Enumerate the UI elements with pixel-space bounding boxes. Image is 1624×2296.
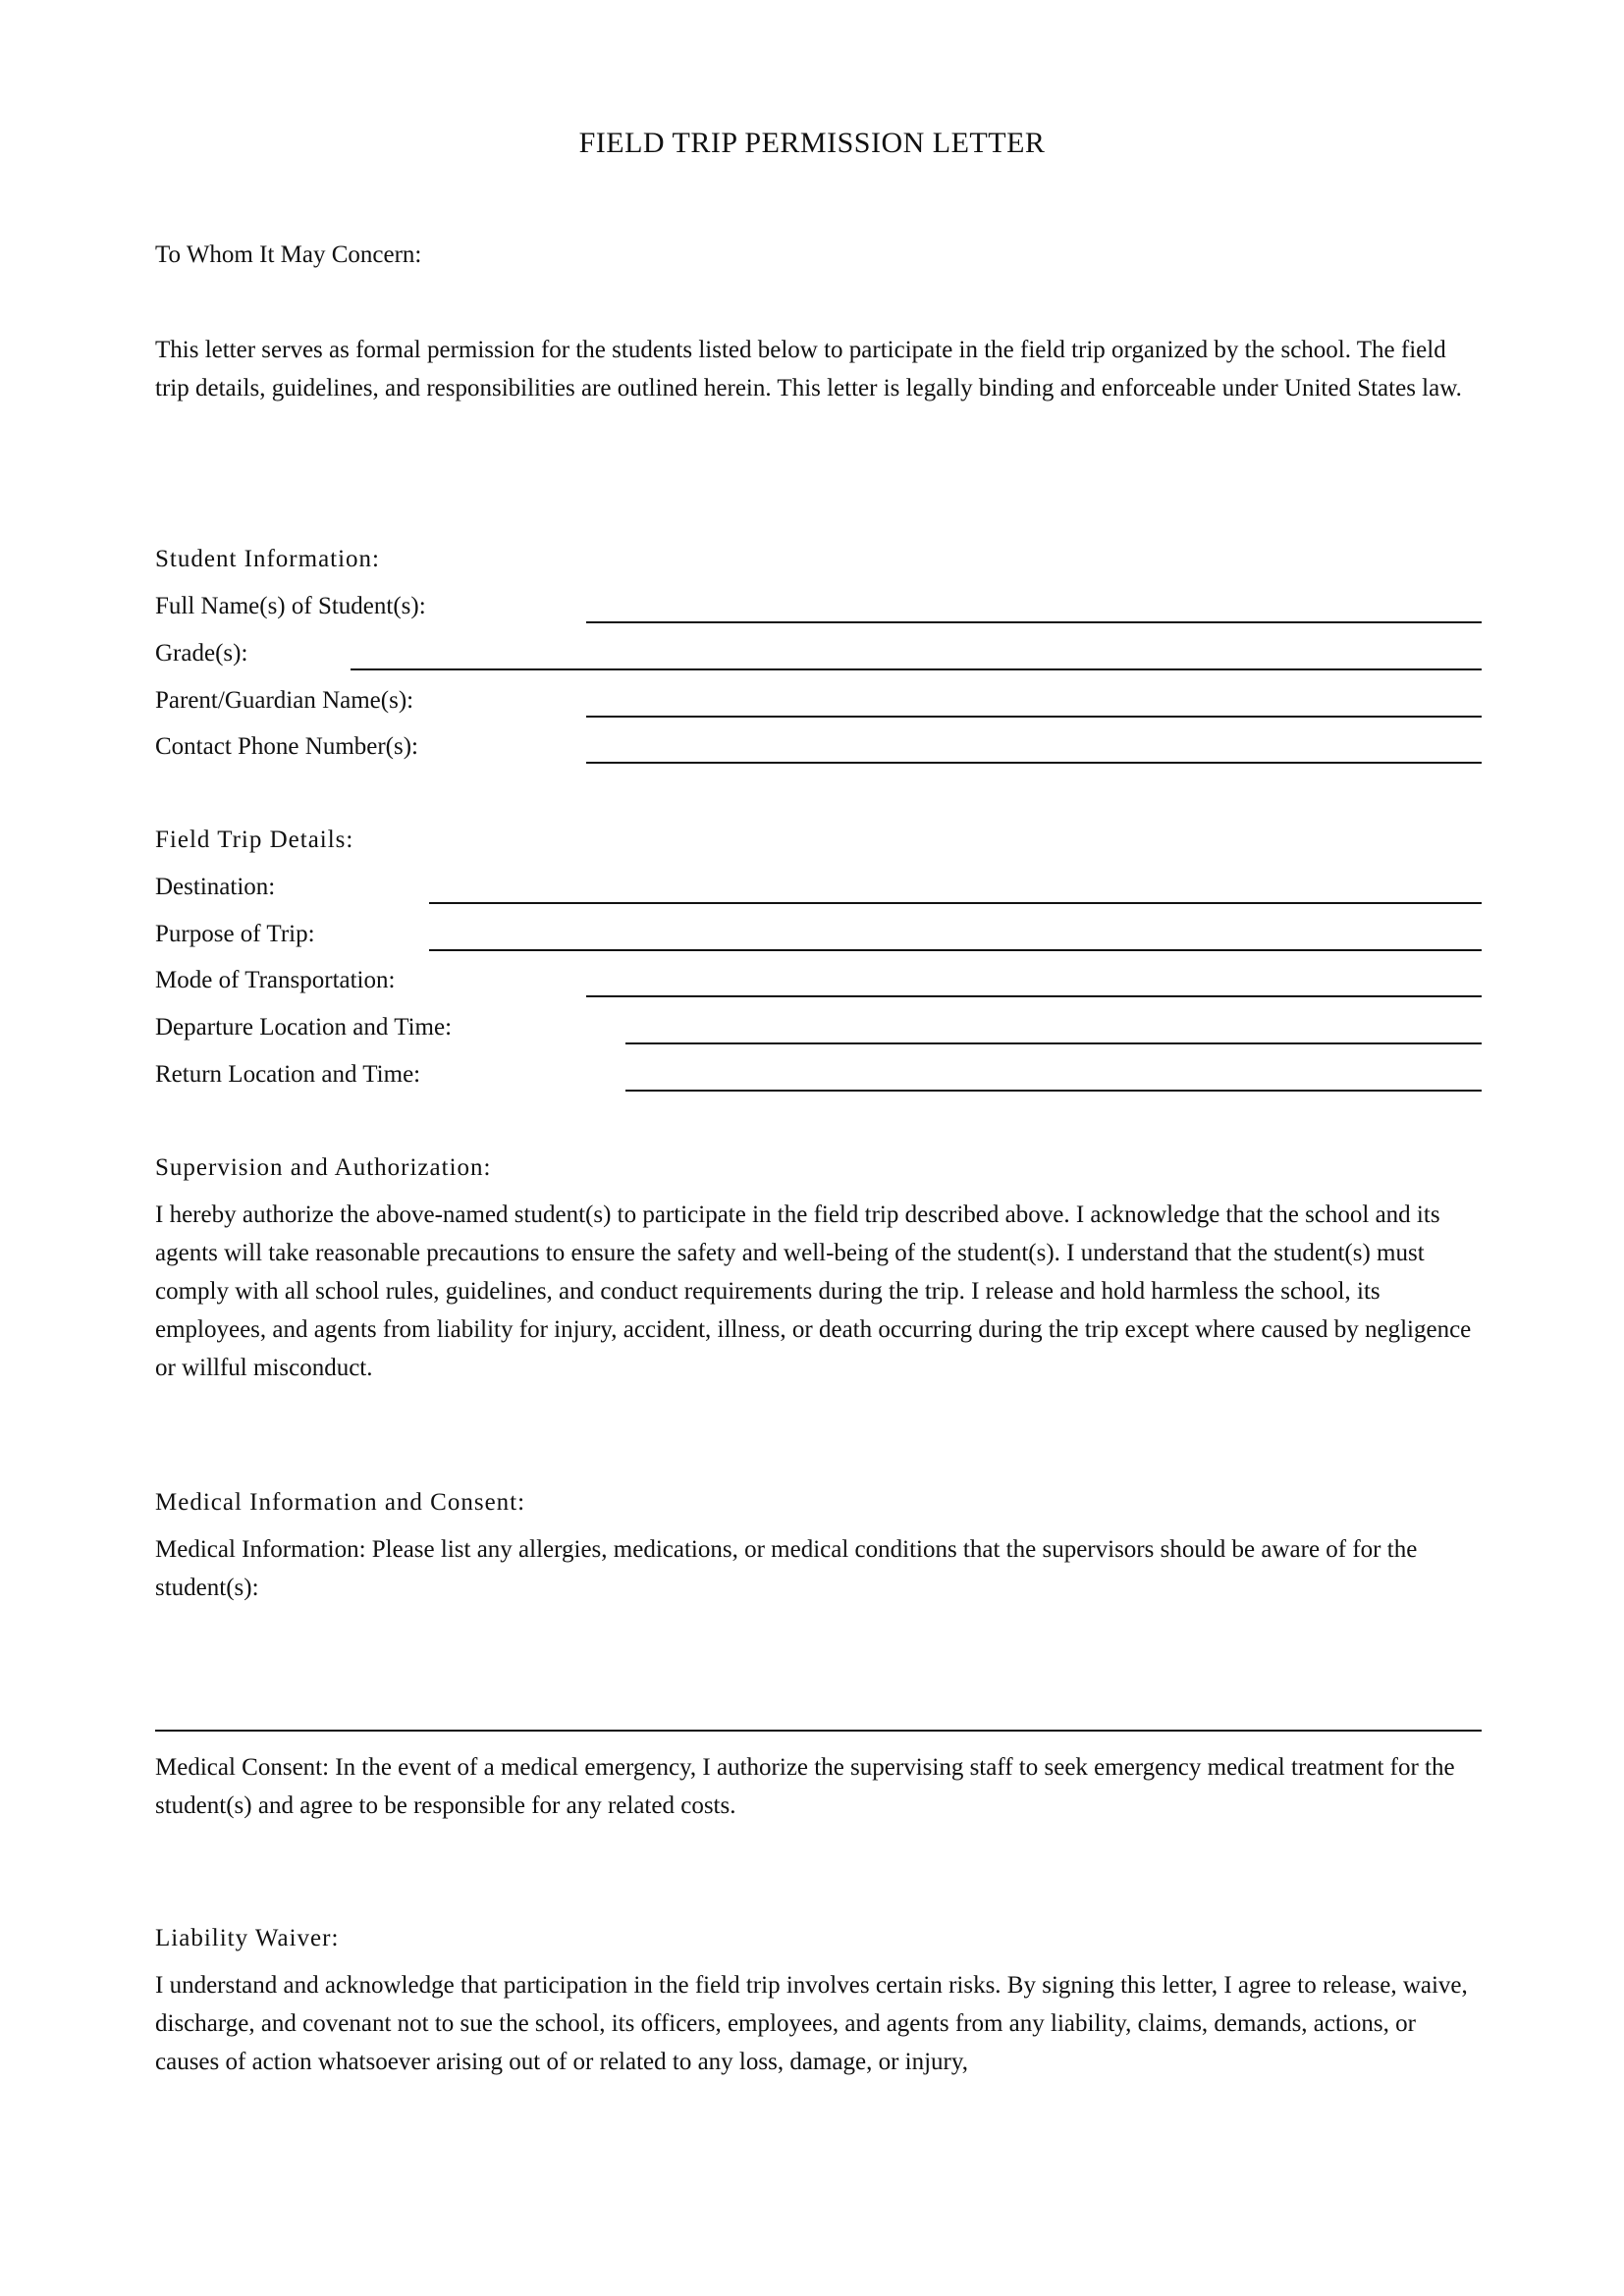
medical-info-field[interactable] [155, 1730, 1482, 1732]
field-label-contact-phone: Contact Phone Number(s): [155, 733, 419, 760]
field-label-parent-names: Parent/Guardian Name(s): [155, 687, 414, 714]
destination-field[interactable] [429, 902, 1482, 904]
field-label-departure: Departure Location and Time: [155, 1014, 453, 1041]
field-label-transportation: Mode of Transportation: [155, 967, 396, 993]
supervision-paragraph: I hereby authorize the above-named student(s) to participate in the field trip described above. I acknowledge that the school and its agents will take reasonable precautions to ensure the safety and well-being of the student(s). I understand that the student(s) must comply with all school rules, guidelines, and conduct requirements during the trip. I release and hold harmless the school, its employees, and agents from liability for injury, accident, illness, or death occurring during the trip except where caused by negligence or willful misconduct. [155, 1201, 1472, 1381]
liability-paragraph: I understand and acknowledge that participation in the field trip involves certain risks. By signing this letter, I agree to release, waive, discharge, and covenant not to sue the school, its officers, employees, and agents from any liability, claims, demands, actions, or causes of action whatsoever arising out of or related to any loss, damage, or injury, [155, 1972, 1468, 2075]
contact-phone-field[interactable] [586, 762, 1482, 764]
liability-heading: Liability Waiver: [155, 1925, 340, 1951]
field-label-grades: Grade(s): [155, 640, 248, 667]
grades-field[interactable] [351, 668, 1482, 670]
intro-paragraph: This letter serves as formal permission for the students listed below to participate in the field trip organized by the school. The field trip details, guidelines, and responsibilities are outlined herein. This letter is legally binding and enforceable under United States law. [155, 337, 1462, 401]
field-label-destination: Destination: [155, 874, 276, 900]
student-info-heading: Student Information: [155, 546, 380, 572]
return-field[interactable] [625, 1090, 1482, 1092]
field-label-student-names: Full Name(s) of Student(s): [155, 593, 426, 619]
medical-info-paragraph: Medical Information: Please list any allergies, medications, or medical conditions that the supervisors should be aware of for the student(s): [155, 1536, 1418, 1601]
field-label-return: Return Location and Time: [155, 1061, 421, 1088]
purpose-field[interactable] [429, 949, 1482, 951]
transportation-field[interactable] [586, 995, 1482, 997]
field-label-purpose: Purpose of Trip: [155, 921, 315, 947]
supervision-heading: Supervision and Authorization: [155, 1154, 492, 1181]
parent-names-field[interactable] [586, 716, 1482, 718]
departure-field[interactable] [625, 1042, 1482, 1044]
medical-heading: Medical Information and Consent: [155, 1489, 526, 1516]
trip-details-heading: Field Trip Details: [155, 827, 354, 853]
student-names-field[interactable] [586, 621, 1482, 623]
salutation: To Whom It May Concern: [155, 241, 422, 268]
medical-consent-paragraph: Medical Consent: In the event of a medical emergency, I authorize the supervising staff to seek emergency medical treatment for the student(s) and agree to be responsible for any related costs. [155, 1754, 1455, 1819]
document-title: FIELD TRIP PERMISSION LETTER [578, 127, 1046, 159]
